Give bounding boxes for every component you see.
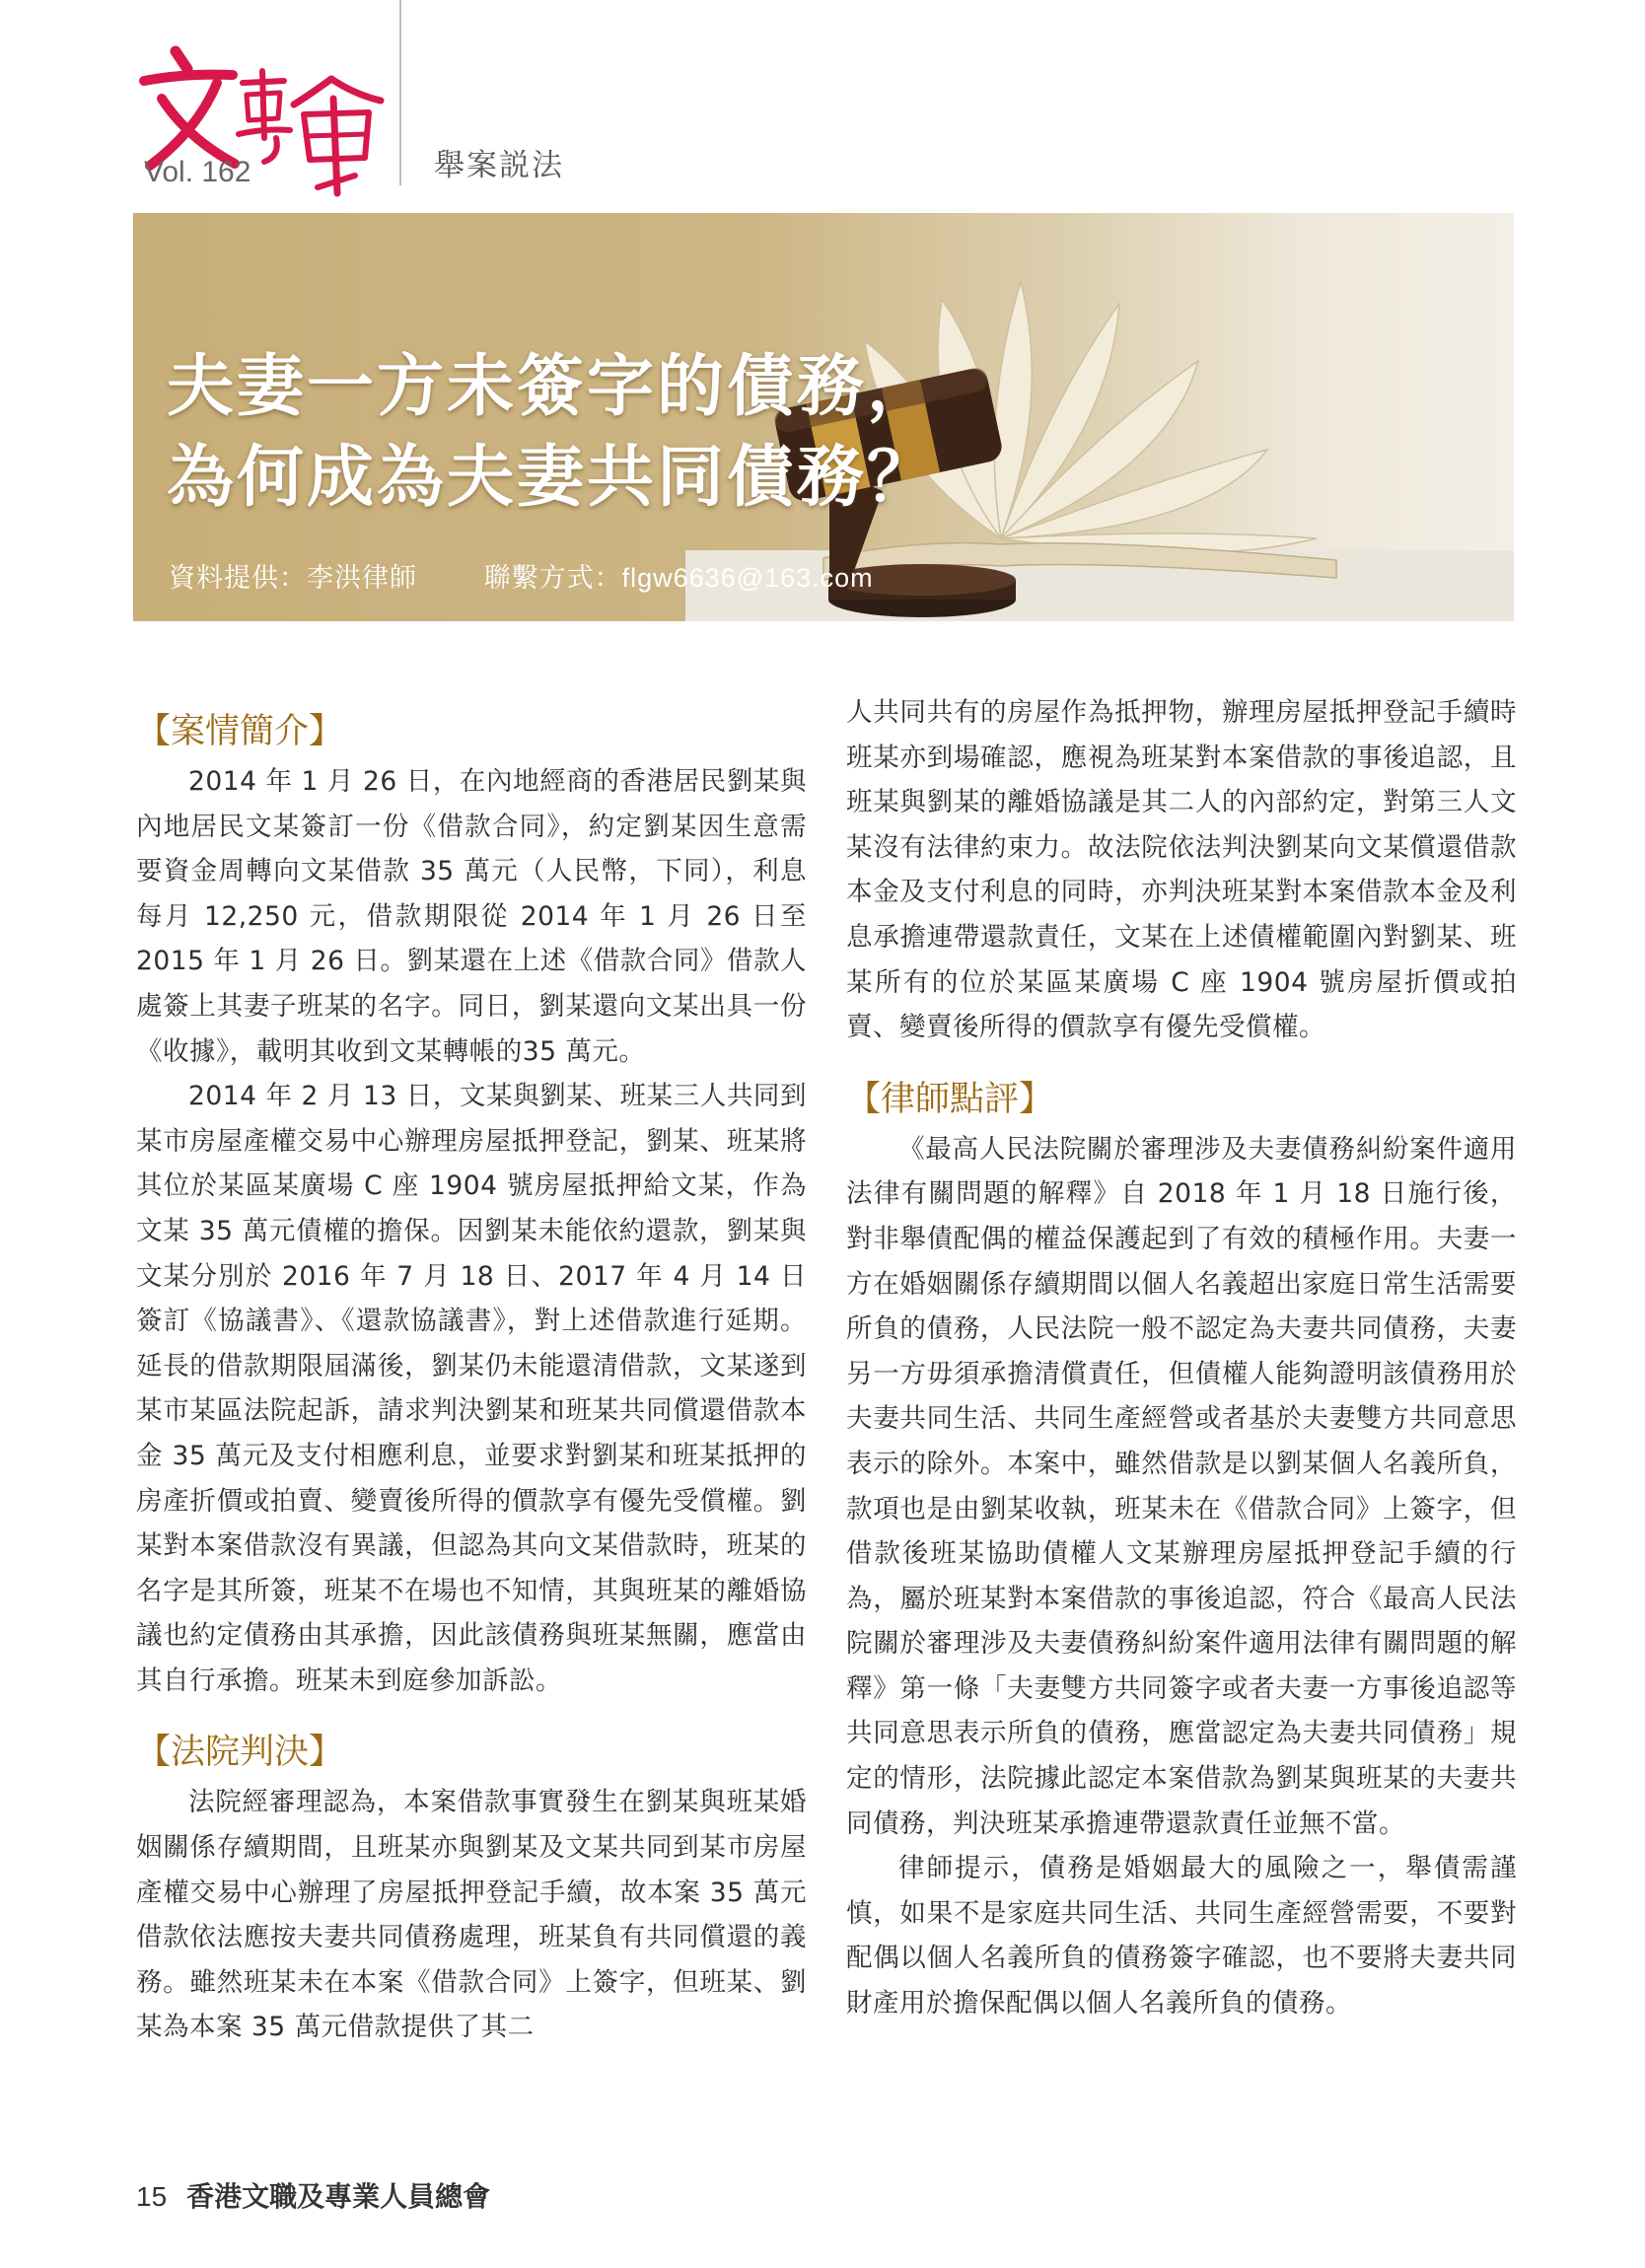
section-tag: 舉案説法 bbox=[434, 148, 564, 183]
magazine-logo bbox=[136, 39, 393, 197]
article-title bbox=[167, 341, 937, 523]
lawyer-paragraph-2: 律師提示，債務是婚姻最大的風險之一，舉債需謹慎，如果不是家庭共同生活、共同生產經營需要，不要對配偶以個人名義所負的債務簽字確認，也不要將夫妻共同財產用於擔保配偶以個人名義所負的債務。 bbox=[846, 1853, 1517, 2020]
right-column bbox=[846, 690, 1517, 2026]
organization-name: 香港文職及專業人員總會 bbox=[186, 2180, 491, 2213]
article-banner bbox=[133, 213, 1514, 621]
article-title-line-1: 夫妻一方未簽字的債務， bbox=[167, 347, 938, 426]
lawyer-paragraph-1: 《最高人民法院關於審理涉及夫妻債務糾紛案件適用法律有關問題的解釋》自 2018 年 1 月 18 日施行後，對非舉債配偶的權益保護起到了有效的積極作用。夫妻一方在婚姻關係存續期間以個人名義超出家庭日常生活需要所負的債務，人民法院一般不認定為夫妻共同債務，夫妻另一方毋須承擔清償責任，但債權人能夠證明該債務用於夫妻共同生活、共同生產經營或者基於夫妻雙方共同意思表示的除外。本案中，雖然借款是以劉某個人名義所負，款項也是由劉某收執，班某未在《借款合同》上簽字，但借款後班某協助債權人文某辦理房屋抵押登記手續的行為，屬於班某對本案借款的事後追認，符合《最高人民法院關於審理涉及夫妻債務糾紛案件適用法律有關問題的解釋》第一條「夫妻雙方共同簽字或者夫妻一方事後追認等共同意思表示所負的債務，應當認定為夫妻共同債務」規定的情形，法院據此認定本案借款為劉某與班某的夫妻共同債務，判決班某承擔連帶還款責任並無不當。 bbox=[846, 1133, 1517, 1839]
case-paragraph-2: 2014 年 2 月 13 日，文某與劉某、班某三人共同到某市房屋產權交易中心辦理房屋抵押登記，劉某、班某將其位於某區某廣場 C 座 1904 號房屋抵押給文某，作為文某 35 萬元債權的擔保。因劉某未能依約還款，劉某與文某分別於 2016 年 7 月 18 日、2017 年 4 月 14 日簽訂《協議書》、《還款協議書》，對上述借款進行延期。延長的借款期限屆滿後，劉某仍未能還清借款，文某遂到某市某區法院起訴，請求判決劉某和班某共同償還借款本金 35 萬元及支付相應利息，並要求對劉某和班某抵押的房產折價或拍賣、變賣後所得的價款享有優先受償權。劉某對本案借款沒有異議，但認為其向文某借款時，班某的名字是其所簽，班某不在場也不知情，其與班某的離婚協議也約定債務由其承擔，因此該債務與班某無關，應當由其自行承擔。班某未到庭參加訴訟。 bbox=[136, 1081, 807, 1696]
contact-email: flgw6636@163.com bbox=[621, 563, 874, 593]
volume-label: Vol. 162 bbox=[144, 156, 251, 188]
heading-court-judgment: 【法院判決】 bbox=[136, 1733, 344, 1773]
court-paragraph-part-1: 法院經審理認為，本案借款事實發生在劉某與班某婚姻關係存續期間，且班某亦與劉某及文某共同到某市房屋產權交易中心辦理了房屋抵押登記手續，故本案 35 萬元借款依法應按夫妻共同債務處理，班某負有共同償還的義務。雖然班某未在本案《借款合同》上簽字，但班某、劉某為本案 35 萬元借款提供了其二 bbox=[136, 1787, 807, 2043]
article-title-line-2: 為何成為夫妻共同債務？ bbox=[167, 438, 938, 517]
page-footer bbox=[136, 2175, 490, 2215]
article-credit bbox=[169, 556, 874, 595]
left-column bbox=[136, 702, 807, 2050]
contact-info bbox=[484, 563, 874, 593]
heading-lawyer-comment: 【律師點評】 bbox=[846, 1079, 1054, 1119]
case-paragraph-1: 2014 年 1 月 26 日，在內地經商的香港居民劉某與內地居民文某簽訂一份《借款合同》，約定劉某因生意需要資金周轉向文某借款 35 萬元（人民幣，下同），利息每月 12,250 元，借款期限從 2014 年 1 月 26 日至2015 年 1 月 26 日。劉某還在上述《借款合同》借款人處簽上其妻子班某的名字。同日，劉某還向文某出具一份《收據》，載明其收到文某轉帳的35 萬元。 bbox=[136, 766, 807, 1067]
contact-label: 聯繫方式： bbox=[483, 563, 622, 594]
header-divider bbox=[399, 0, 401, 185]
heading-case-summary: 【案情簡介】 bbox=[136, 712, 344, 751]
court-paragraph-part-2: 人共同共有的房屋作為抵押物，辦理房屋抵押登記手續時班某亦到場確認，應視為班某對本案借款的事後追認，且班某與劉某的離婚協議是其二人的內部約定，對第三人文某沒有法律約束力。故法院依法判決劉某向文某償還借款本金及支付利息的同時，亦判決班某對本案借款本金及利息承擔連帶還款責任，文某在上述債權範圍內對劉某、班某所有的位於某區某廣場 C 座 1904 號房屋折價或拍賣、變賣後所得的價款享有優先受償權。 bbox=[846, 697, 1517, 1043]
page-number: 15 bbox=[136, 2181, 168, 2212]
author-credit: 資料提供：李洪律師 bbox=[169, 563, 417, 594]
